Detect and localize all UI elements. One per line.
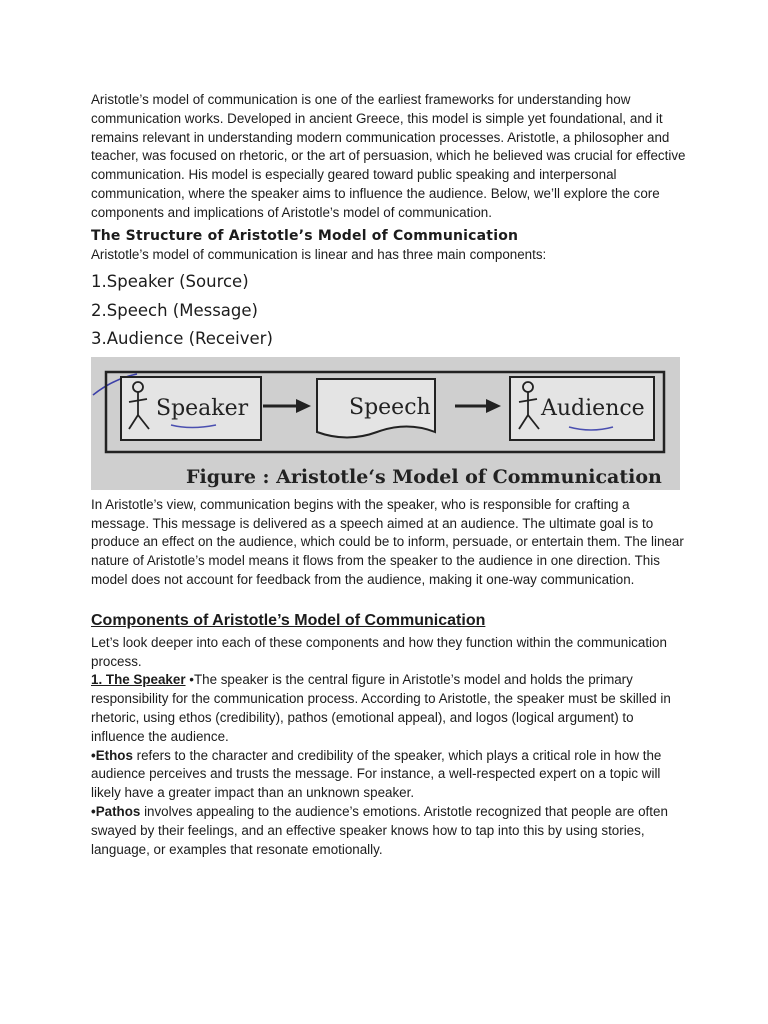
structure-heading: The Structure of Aristotle’s Model of Communication xyxy=(91,227,519,244)
view-paragraph: In Aristotle’s view, communication begins with the speaker, who is responsible for crafting a message. This message is delivered as a speech aimed at an audience. The ultimate goal is to produce an effect on the audience, which could be to inform, persuade, or entertain them. The linear nature of Aristotle’s model means it flows from the speaker to the audience in one direction. This model does not account for feedback from the audience, making it one-way communication. xyxy=(91,496,684,588)
speaker-box-label: Speaker xyxy=(156,395,249,421)
list-item-speaker: 1.Speaker (Source) xyxy=(91,272,249,292)
pathos-paragraph xyxy=(91,803,687,859)
intro-paragraph: Aristotle’s model of communication is one of the earliest frameworks for understanding how communication works. Developed in ancient Greece, this model is simple yet foundational, and it remains relevant in understanding modern communication processes. Aristotle, a philosopher and teacher, was focused on rhetoric, or the art of persuasion, which he believed was crucial for effective communication. His model is especially geared toward public speaking and interpersonal communication, where the speaker aims to influence the audience. Below, we’ll explore the core components and implications of Aristotle’s model of communication. xyxy=(91,92,686,220)
list-item-speech: 2.Speech (Message) xyxy=(91,300,258,320)
ethos-paragraph xyxy=(91,747,687,803)
speaker-label: 1. The Speaker xyxy=(91,672,186,688)
ethos-text: refers to the character and credibility of the speaker, which plays a critical role in how the audience perceives and trusts the message. For instance, a well-respected expert on a topic will likely have a greater impact than an unknown speaker. xyxy=(91,747,662,801)
model-diagram xyxy=(91,357,680,490)
components-lead: Let’s look deeper into each of these components and how they function within the communication process. xyxy=(91,634,667,669)
model-figure xyxy=(91,357,680,490)
speaker-paragraph xyxy=(91,671,687,746)
pathos-label: •Pathos xyxy=(91,804,141,820)
structure-lead: Aristotle’s model of communication is linear and has three main components: xyxy=(91,246,547,262)
speech-box-label: Speech xyxy=(349,394,431,420)
components-heading: Components of Aristotle’s Model of Communication xyxy=(91,611,486,629)
speaker-text: •The speaker is the central figure in Aristotle’s model and holds the primary responsibility for the communication process. According to Aristotle, the speaker must be skilled in rhetoric, using ethos (credibility), pathos (emotional appeal), and logos (logical argument) to influence the audience. xyxy=(91,672,671,744)
figure-caption: Figure : Aristotle‘s Model of Communication xyxy=(186,465,662,488)
arrow-icon xyxy=(263,399,311,413)
component-list xyxy=(91,268,687,354)
pathos-text: involves appealing to the audience’s emotions. Aristotle recognized that people are often swayed by their feelings, and an effective speaker knows how to tap into this by using stories, language, or examples that resonate emotionally. xyxy=(91,804,668,857)
audience-box-label: Audience xyxy=(541,395,645,421)
ethos-label: •Ethos xyxy=(91,747,133,763)
arrow-icon xyxy=(455,399,501,413)
list-item-audience: 3.Audience (Receiver) xyxy=(91,329,273,349)
document-page xyxy=(91,91,687,859)
